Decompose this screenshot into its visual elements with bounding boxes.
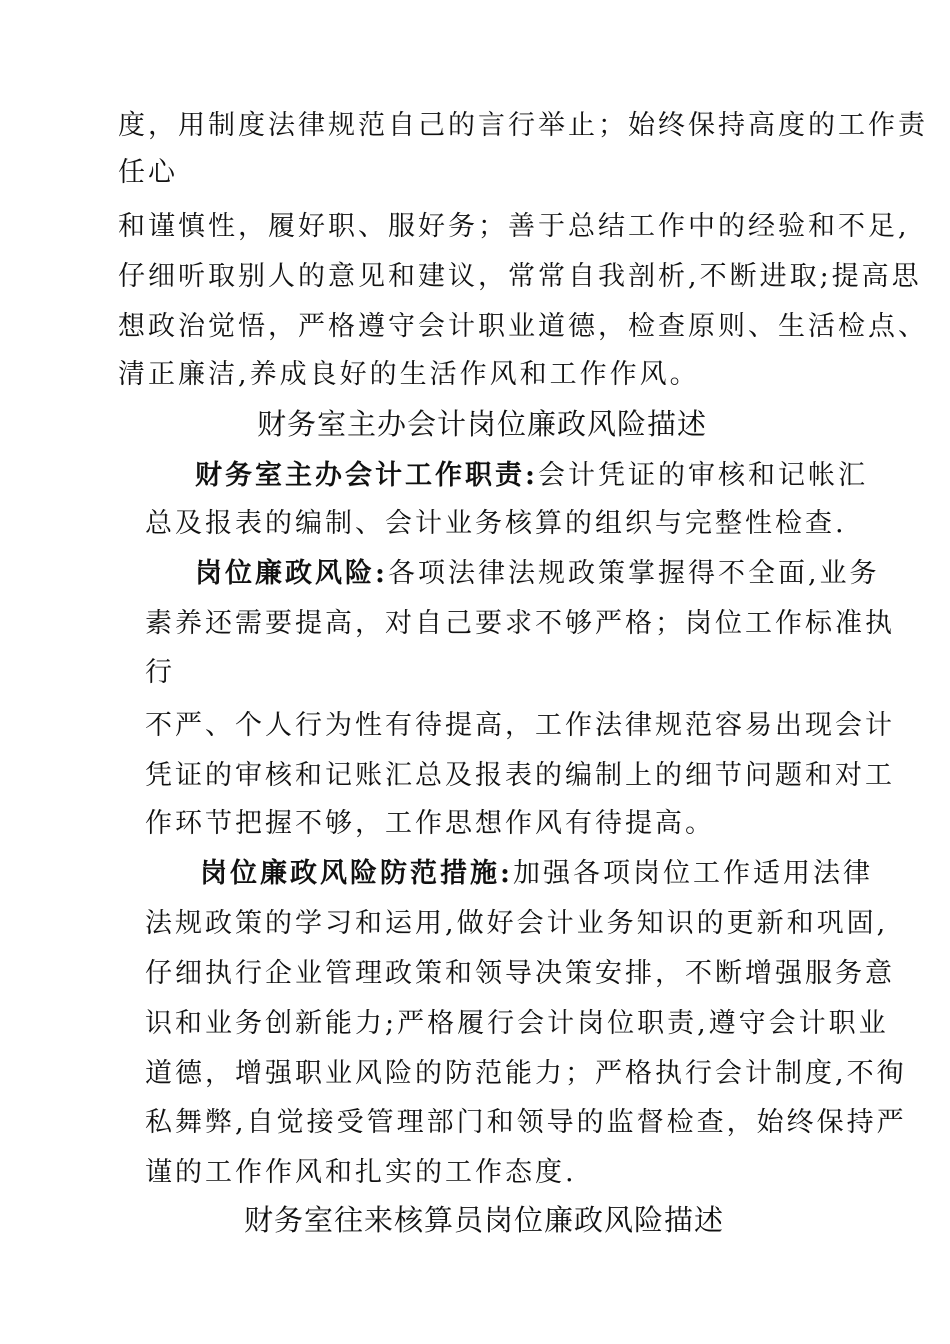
measures-label: 岗位廉政风险防范措施: [200,858,513,889]
section-title: 财务室主办会计岗位廉政风险描述 [257,407,708,441]
risk-line: 作环节把握不够，工作思想作风有待提高。 [145,808,715,839]
paragraph-line: 仔细听取别人的意见和建议，常常自我剖析,不断进取;提高思 [118,261,922,292]
measures-line: 识和业务创新能力;严格履行会计岗位职责,遵守会计职业 [145,1008,889,1039]
paragraph-line: 想政治觉悟，严格遵守会计职业道德，检查原则、生活检点、 [118,311,928,342]
paragraph-line: 度，用制度法律规范自己的言行举止；始终保持高度的工作责 [118,110,928,141]
risk-line: 不严、个人行为性有待提高，工作法律规范容易出现会计 [145,710,895,741]
paragraph-line: 和谨慎性，履好职、服好务；善于总结工作中的经验和不足, [118,211,910,242]
measures-line: 谨的工作作风和扎实的工作态度. [145,1157,577,1188]
risk-text: 各项法律法规政策掌握得不全面,业务 [387,558,880,589]
measures-line: 仔细执行企业管理政策和领导决策安排，不断增强服务意 [145,958,895,989]
risk-line: 行 [145,657,175,688]
duties-first-line [195,458,868,494]
measures-first-line [200,856,873,892]
measures-line: 法规政策的学习和运用,做好会计业务知识的更新和巩固, [145,908,889,939]
measures-text: 加强各项岗位工作适用法律 [512,858,873,889]
duties-line: 总及报表的编制、会计业务核算的组织与完整性检查. [145,508,847,539]
section-title: 财务室往来核算员岗位廉政风险描述 [244,1203,725,1237]
paragraph-line: 任心 [118,157,178,188]
duties-label: 财务室主办会计工作职责: [195,460,538,491]
measures-line: 道德，增强职业风险的防范能力；严格执行会计制度,不徇 [145,1058,907,1089]
risk-line: 凭证的审核和记账汇总及报表的编制上的细节问题和对工 [145,760,895,791]
duties-text: 会计凭证的审核和记帐汇 [537,460,868,491]
risk-label: 岗位廉政风险: [195,558,388,589]
measures-line: 私舞弊,自觉接受管理部门和领导的监督检查，始终保持严 [145,1107,907,1138]
risk-first-line [195,556,880,592]
risk-line: 素养还需要提高，对自己要求不够严格；岗位工作标准执 [145,608,895,639]
paragraph-line: 清正廉洁,养成良好的生活作风和工作作风。 [118,359,700,390]
